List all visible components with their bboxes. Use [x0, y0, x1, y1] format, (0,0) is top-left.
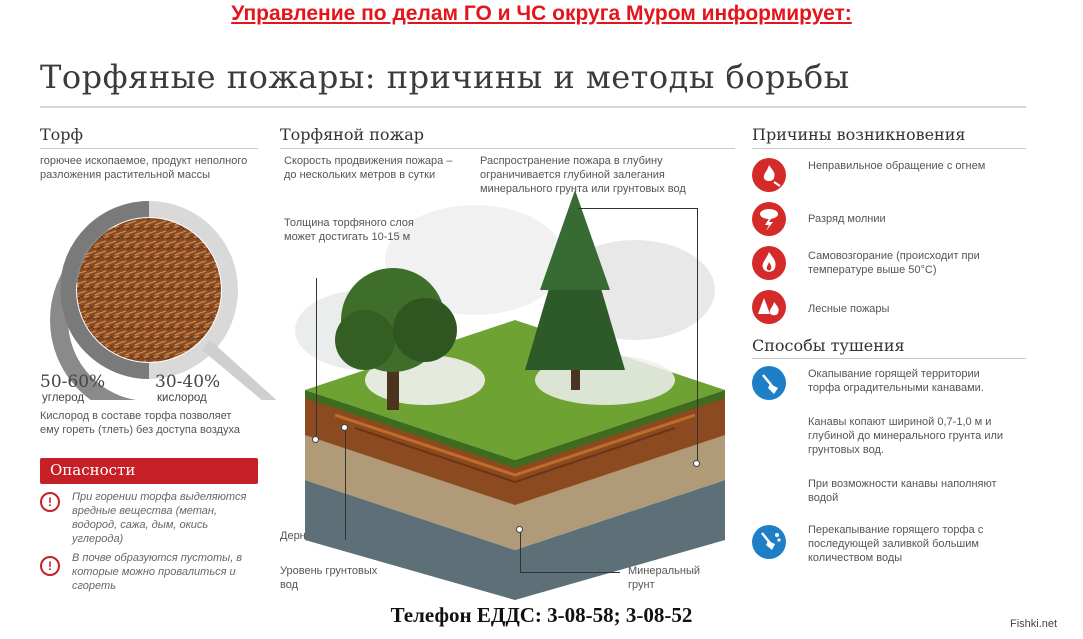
dangers-heading: Опасности	[50, 461, 136, 479]
callout-line	[520, 572, 620, 573]
peat-fire-divider	[280, 148, 735, 149]
groundwater-label: Уровень грунтовых вод	[280, 565, 378, 591]
method-paragraph: Окапывание горящей территории торфа оградительными канавами.	[808, 368, 984, 394]
warning-icon: !	[40, 556, 60, 576]
oxygen-note: Кислород в составе торфа позволяет ему гореть (тлеть) без доступа воздуха	[40, 410, 240, 436]
cause-item: Лесные пожары	[808, 303, 890, 315]
phone-number: Телефон ЕДДС: 3-08-58; 3-08-52	[390, 603, 693, 627]
peat-divider	[40, 148, 258, 149]
callout-dot	[341, 424, 348, 431]
causes-heading: Причины возникновения	[752, 125, 966, 144]
callout-dot	[693, 460, 700, 467]
carbon-label: углерод	[42, 392, 85, 404]
lightning-icon	[752, 202, 786, 236]
peat-description: горючее ископаемое, продукт неполного разложения растительной массы	[40, 155, 248, 181]
cause-item: Самовозгорание (происходит при температуре выше 50°C)	[808, 250, 980, 276]
page-title: Торфяные пожары: причины и методы борьбы	[40, 58, 850, 96]
callout-line	[520, 530, 521, 572]
fire-match-icon	[752, 158, 786, 192]
danger-item: При горении торфа выделяются вредные вещества (метан, водород, сажа, дым, окись углерода)	[72, 491, 247, 545]
peat-sample-icon	[30, 200, 280, 400]
warning-icon: !	[40, 492, 60, 512]
cause-item: Неправильное обращение с огнем	[808, 160, 986, 172]
method-paragraph: Канавы копают шириной 0,7-1,0 м и глубиной до минерального грунта или грунтовых вод.	[808, 416, 1004, 456]
callout-line	[316, 278, 317, 438]
peat-fire-heading: Торфяной пожар	[280, 125, 425, 144]
method-paragraph: Перекапывание горящего торфа с последующей заливкой большим количеством воды	[808, 524, 984, 564]
watermark: Fishki.net	[1010, 618, 1058, 630]
oxygen-label: кислород	[157, 392, 207, 404]
callout-line	[697, 208, 698, 463]
danger-item: В почве образуются пустоты, в которые можно провалиться и сгореть	[72, 552, 243, 592]
callout-dot	[312, 436, 319, 443]
callout-dot	[516, 526, 523, 533]
flame-icon	[752, 246, 786, 280]
peat-thickness-text: Толщина торфяного слоя может достигать 10-15 м	[284, 217, 414, 243]
methods-heading: Способы тушения	[752, 336, 905, 355]
carbon-percent: 50-60%	[40, 372, 106, 392]
title-divider	[40, 106, 1026, 108]
mineral-soil-label: Минеральный грунт	[628, 565, 701, 591]
callout-line	[578, 208, 698, 209]
cause-item: Разряд молнии	[808, 213, 886, 225]
oxygen-percent: 30-40%	[155, 372, 221, 392]
header-notice: Управление по делам ГО и ЧС округа Муром информирует:	[231, 2, 852, 25]
shovel-icon	[752, 366, 786, 400]
turf-label: Дерн	[280, 530, 306, 542]
causes-divider	[752, 148, 1026, 149]
methods-divider	[752, 358, 1026, 359]
fire-depth-text: Распространение пожара в глубину ограничивается глубиной залегания минерального грунта или грунтовых вод	[480, 155, 686, 195]
callout-line	[345, 430, 346, 540]
shovel-water-icon	[752, 525, 786, 559]
method-paragraph: При возможности канавы наполняют водой	[808, 478, 997, 504]
fire-speed-text: Скорость продвижения пожара – до нескольких метров в сутки	[284, 155, 453, 181]
forest-fire-icon	[752, 290, 786, 324]
peat-heading: Торф	[40, 125, 84, 144]
